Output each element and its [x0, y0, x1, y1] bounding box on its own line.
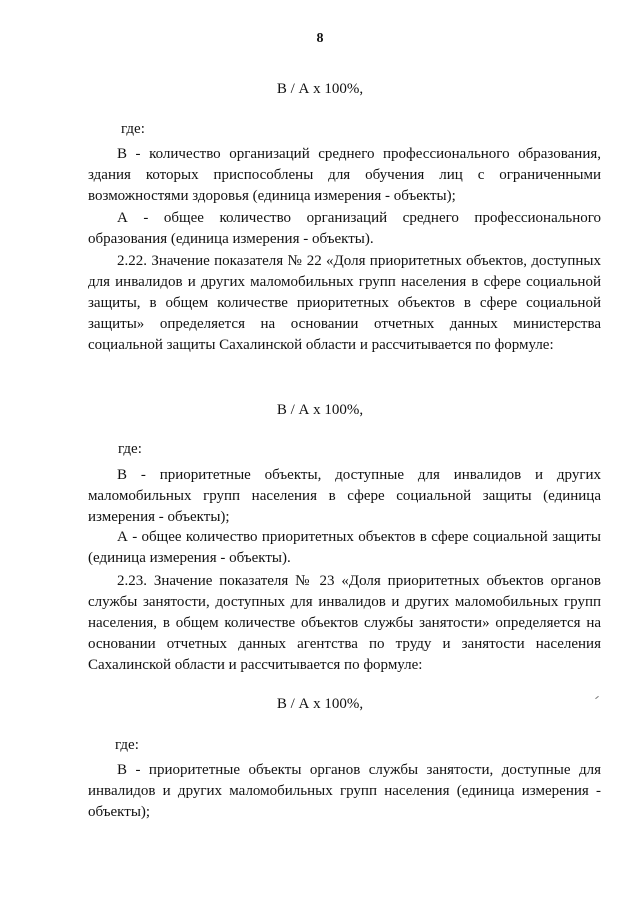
definition-b-1: В - количество организаций среднего профессионального образования, здания которых приспособлены для обучения лиц с ограниченными возможностями здоровья (единица измерения - объекты);: [88, 146, 601, 204]
where-label-1: где:: [121, 121, 145, 137]
formula-3: В / А х 100%,: [276, 696, 364, 712]
item-2-22: 2.22. Значение показателя № 22 «Доля приоритетных объектов, доступных для инвалидов и других маломобильных групп населения в сфере социальной защиты, в общем количестве приоритетных объектов в сфере социальной защиты» определяется на основании отчетных данных министерства социальной защиты Сахалинской области и рассчитывается по формуле:: [88, 253, 601, 353]
formula-2: В / А х 100%,: [276, 402, 364, 418]
formula-1: В / А х 100%,: [276, 81, 364, 97]
page-number: 8: [316, 31, 324, 46]
where-label-2: где:: [118, 441, 142, 457]
definition-a-1: А - общее количество организаций среднего профессионального образования (единица измерения - объекты).: [88, 210, 601, 247]
definition-a-2: А - общее количество приоритетных объектов в сфере социальной защиты (единица измерения - объекты).: [88, 529, 601, 566]
definition-b-2: В - приоритетные объекты, доступные для инвалидов и других маломобильных групп населения в сфере социальной защиты (единица измерения - объекты);: [88, 467, 601, 525]
definition-b-3: В - приоритетные объекты органов службы занятости, доступные для инвалидов и других маломобильных групп населения (единица измерения - объекты);: [88, 762, 601, 820]
where-label-3: где:: [115, 737, 139, 753]
item-2-23: 2.23. Значение показателя № 23 «Доля приоритетных объектов органов службы занятости, доступных для инвалидов и других маломобильных групп населения, в общем количестве объектов службы занятости» определяется на основании отчетных данных агентства по труду и занятости населения Сахалинской области и рассчитывается по формуле:: [88, 573, 601, 673]
